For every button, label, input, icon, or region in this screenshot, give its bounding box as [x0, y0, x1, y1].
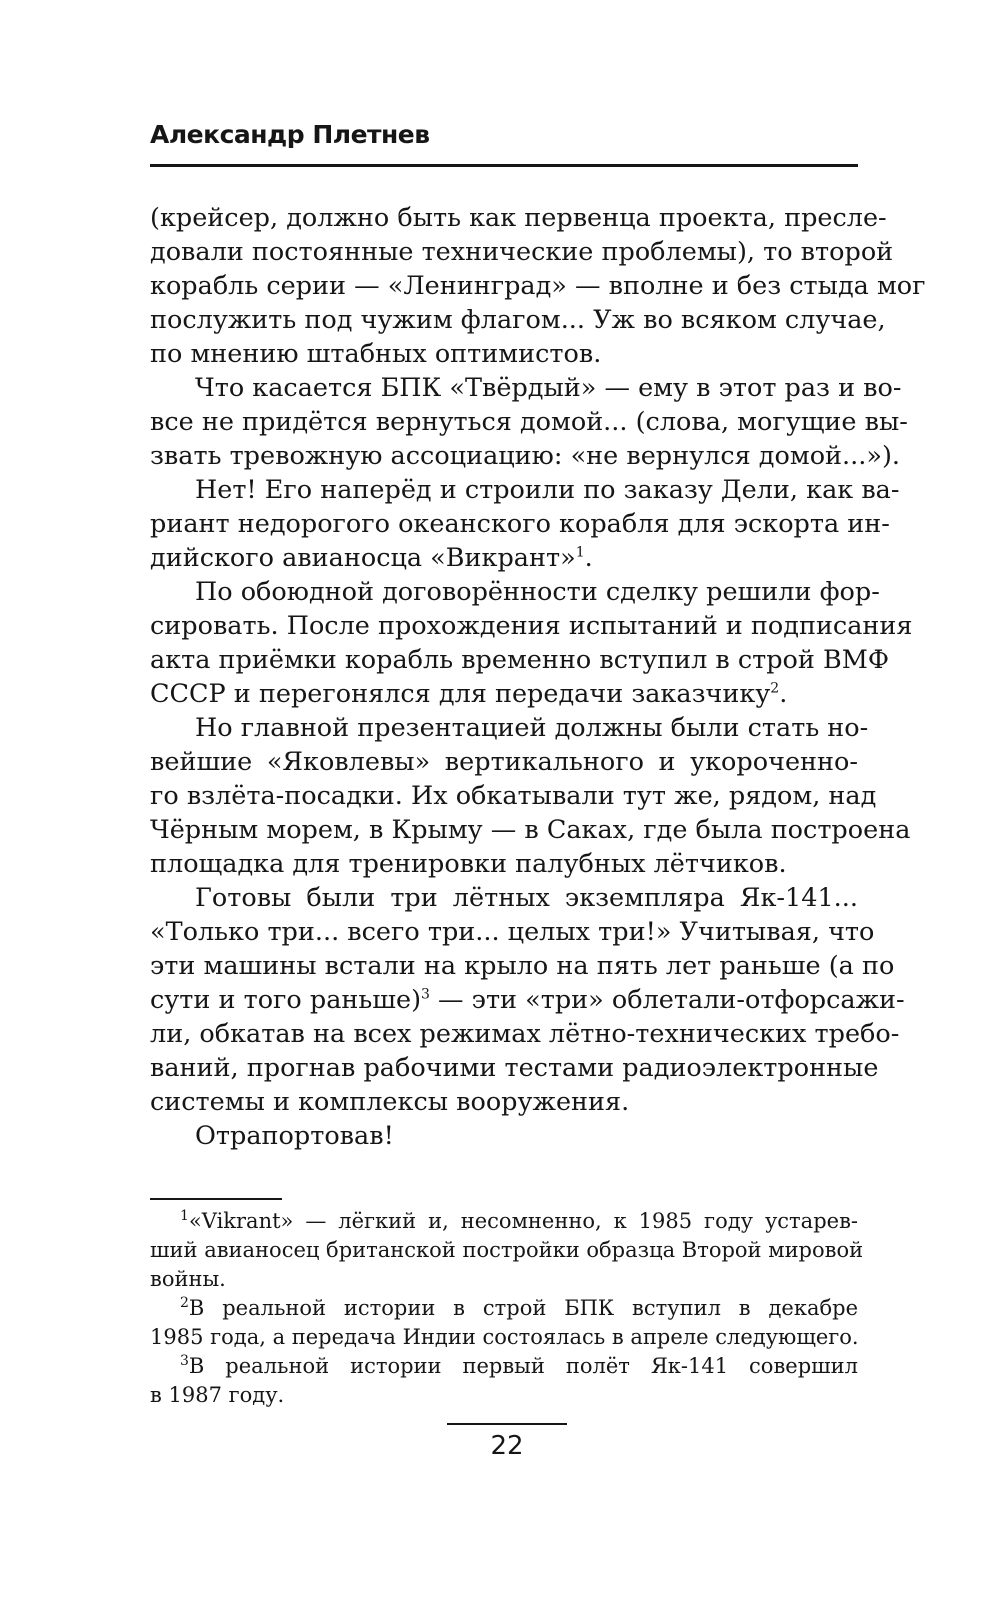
- footnote-ref: 3: [421, 986, 430, 1003]
- text-line: послужить под чужим флагом... Уж во всяком случае,: [150, 305, 886, 335]
- footnote-ref: 2: [770, 680, 780, 697]
- footnote-line: 1985 года, а передача Индии состоялась в апреле следующего.: [150, 1325, 859, 1349]
- text-line: вейшие «Яковлевы» вертикального и укороченно-: [150, 747, 858, 777]
- author-name: Александр Плетнев: [150, 120, 430, 149]
- footnote-rule: [150, 1198, 282, 1200]
- text-line: ли, обкатав на всех режимах лётно-технических требо-: [150, 1019, 900, 1049]
- text-line: Что касается БПК «Твёрдый» — ему в этот раз и во-: [195, 373, 902, 403]
- text-line: эти машины встали на крыло на пять лет раньше (а по: [150, 951, 895, 981]
- footnote-line: $^2$В реальной истории в строй БПК вступил в декабре: [180, 1295, 858, 1320]
- header-rule: [150, 164, 858, 167]
- footnote-line: войны.: [150, 1267, 226, 1291]
- text-line: По обоюдной договорённости сделку решили фор-: [195, 577, 880, 607]
- text-line: системы и комплексы вооружения.: [150, 1087, 630, 1117]
- text-line: Но главной презентацией должны были стать но-: [195, 713, 869, 743]
- footnote-line: $^1$«Vikrant» — лёгкий и, несомненно, к 1985 году устарев-: [180, 1208, 858, 1233]
- running-header: [150, 120, 858, 150]
- footnote-line: ший авианосец британской постройки образца Второй мировой: [150, 1238, 864, 1262]
- text-line: звать тревожную ассоциацию: «не вернулся домой...»).: [150, 441, 901, 471]
- text-line: го взлёта-посадки. Их обкатывали тут же, рядом, над: [150, 781, 877, 811]
- text-line: Готовы были три лётных экземпляра Як-141...: [195, 883, 858, 913]
- footnote-line: $^3$В реальной истории первый полёт Як-141 совершил: [180, 1353, 858, 1378]
- footnote-mark: 3: [180, 1353, 189, 1369]
- page-number-rule: [447, 1423, 567, 1425]
- text-line: довали постоянные технические проблемы), то второй: [150, 237, 894, 267]
- text-line: по мнению штабных оптимистов.: [150, 339, 602, 369]
- text-line: Отрапортовав!: [195, 1121, 394, 1151]
- text-line: Нет! Его наперёд и строили по заказу Дели, как ва-: [195, 475, 900, 505]
- text-line: дийского авианосца «Викрант»$^1$.: [150, 543, 593, 573]
- text-line: площадка для тренировки палубных лётчиков.: [150, 849, 787, 879]
- text-line: «Только три... всего три... целых три!» Учитывая, что: [150, 917, 875, 947]
- text-line: Чёрным морем, в Крыму — в Саках, где была построена: [150, 815, 911, 845]
- footnotes: [150, 1207, 864, 1410]
- text-line: (крейсер, должно быть как первенца проекта, пресле-: [150, 203, 887, 233]
- text-line: акта приёмки корабль временно вступил в строй ВМФ: [150, 645, 890, 675]
- footnote-mark: 1: [180, 1208, 189, 1224]
- text-line: риант недорогого океанского корабля для эскорта ин-: [150, 509, 890, 539]
- footnote-line: в 1987 году.: [150, 1383, 285, 1407]
- text-line: сути и того раньше)$^3$ — эти «три» облетали-отфорсажи-: [150, 985, 905, 1015]
- footnote-ref: 1: [575, 544, 585, 561]
- footnote-mark: 2: [180, 1295, 189, 1311]
- text-line: сировать. После прохождения испытаний и подписания: [150, 611, 913, 641]
- text-line: все не придётся вернуться домой... (слова, могущие вы-: [150, 407, 908, 437]
- page-number: 22: [490, 1431, 524, 1461]
- text-line: СССР и перегонялся для передачи заказчику$^2$.: [150, 679, 788, 709]
- text-line: ваний, прогнав рабочими тестами радиоэлектронные: [150, 1053, 879, 1083]
- text-line: корабль серии — «Ленинград» — вполне и без стыда мог: [150, 271, 926, 301]
- main-text: [150, 201, 926, 1153]
